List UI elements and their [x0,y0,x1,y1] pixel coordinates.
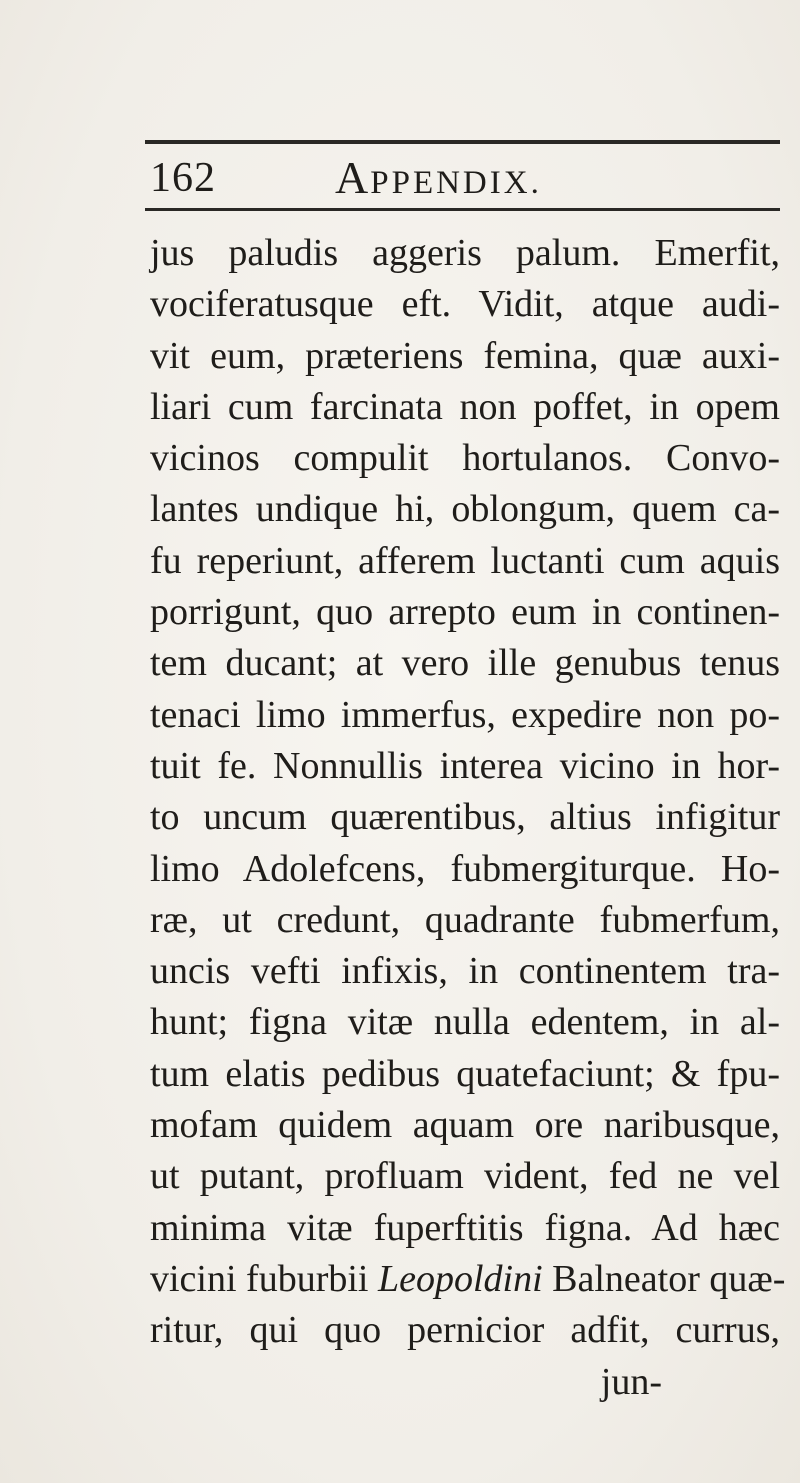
running-head-rest: PPENDIX. [370,165,542,201]
header-rule-bottom [145,208,780,211]
text-line: minima vitæ fuperftitis figna. Ad hæc [150,1206,780,1249]
header-rule-top [145,140,780,144]
text-line: tenaci limo immerfus, expedire non po- [150,693,780,736]
running-head-initial: A [335,152,371,203]
text-line: hunt; figna vitæ nulla edentem, in al- [150,1001,780,1044]
text-line: ritur, qui quo pernicior adfit, currus, [150,1309,780,1352]
line-segment: Balneator quæ- [542,1257,786,1300]
text-line: limo Adolefcens, fubmergiturque. Ho- [150,847,780,890]
place-name-italic: Leopoldini [377,1257,543,1300]
text-line: tuit fe. Nonnullis interea vicino in hor- [150,744,780,787]
text-line: tem ducant; at vero ille genubus tenus [150,642,780,685]
text-line: ut putant, profluam vident, fed ne vel [150,1155,780,1198]
text-line: vit eum, præteriens femina, quæ auxi- [150,334,780,377]
text-line: jus paludis aggeris palum. Emerfit, [150,232,780,274]
body-text [150,228,786,1408]
page-header [0,150,800,202]
text-line: to uncum quærentibus, altius infigitur [150,796,780,839]
text-line: lantes undique hi, oblongum, quem ca- [150,488,780,531]
text-line: ræ, ut credunt, quadrante fubmerfum, [150,898,780,941]
text-line: uncis vefti infixis, in continentem tra- [150,950,780,993]
text-line: vicinos compulit hortulanos. Convo- [150,437,780,480]
text-line: liari cum farcinata non poffet, in opem [150,385,780,428]
text-line: porrigunt, quo arrepto eum in continen- [150,591,780,634]
line-segment: vicini fuburbii [150,1257,378,1300]
text-line: vociferatusque eft. Vidit, atque audi- [150,283,780,326]
page-number: 162 [150,155,216,201]
text-line: tum elatis pedibus quatefaciunt; & fpu- [150,1052,780,1095]
catchword: jun- [600,1360,662,1403]
text-line: mofam quidem aquam ore naribusque, [150,1104,780,1147]
running-head [335,152,542,209]
text-line-italic-name [150,1254,786,1305]
text-line: fu reperiunt, afferem luctanti cum aquis [150,539,780,582]
